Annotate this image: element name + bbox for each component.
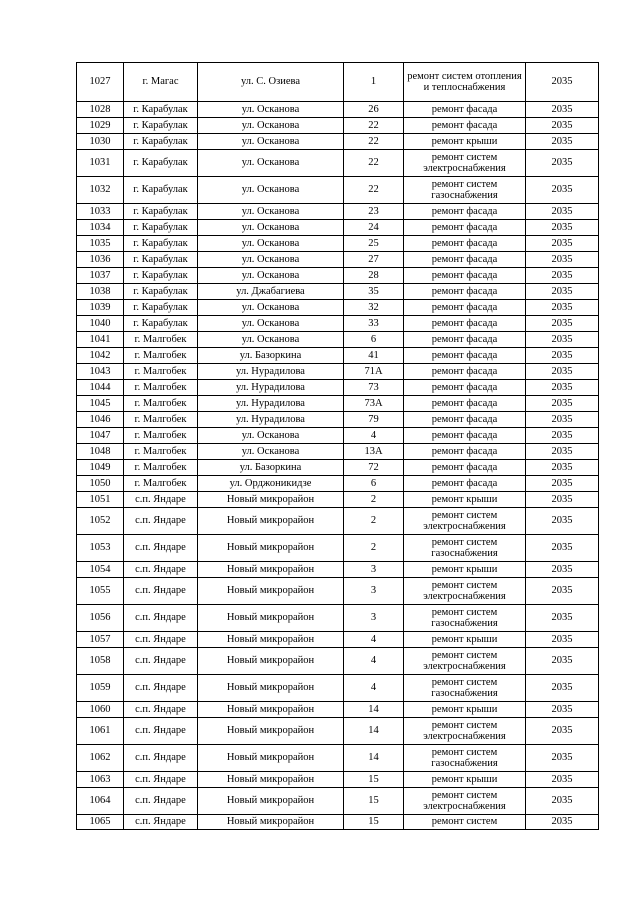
- table-body: [77, 63, 599, 830]
- row-number-cell: 1034: [77, 220, 124, 236]
- street-cell: ул. Базоркина: [198, 460, 344, 476]
- work-type-cell: ремонт фасада: [404, 300, 526, 316]
- year-cell: 2035: [526, 632, 599, 648]
- work-type-cell: ремонт систем отопления и теплоснабжения: [404, 63, 526, 102]
- settlement-cell: г. Карабулак: [124, 220, 198, 236]
- settlement-cell: г. Малгобек: [124, 428, 198, 444]
- year-cell: 2035: [526, 718, 599, 745]
- street-cell: Новый микрорайон: [198, 632, 344, 648]
- house-number-cell: 22: [344, 134, 404, 150]
- year-cell: 2035: [526, 492, 599, 508]
- table-row: [77, 648, 599, 675]
- street-cell: ул. Базоркина: [198, 348, 344, 364]
- table-row: [77, 204, 599, 220]
- street-cell: ул. Осканова: [198, 134, 344, 150]
- year-cell: 2035: [526, 476, 599, 492]
- house-number-cell: 73А: [344, 396, 404, 412]
- house-number-cell: 14: [344, 718, 404, 745]
- work-type-cell: ремонт фасада: [404, 220, 526, 236]
- work-type-cell: ремонт фасада: [404, 460, 526, 476]
- house-number-cell: 32: [344, 300, 404, 316]
- settlement-cell: с.п. Яндаре: [124, 508, 198, 535]
- table-row: [77, 605, 599, 632]
- settlement-cell: г. Карабулак: [124, 204, 198, 220]
- house-number-cell: 73: [344, 380, 404, 396]
- settlement-cell: г. Малгобек: [124, 444, 198, 460]
- settlement-cell: с.п. Яндаре: [124, 788, 198, 815]
- table-row: [77, 444, 599, 460]
- year-cell: 2035: [526, 508, 599, 535]
- year-cell: 2035: [526, 815, 599, 830]
- table-row: [77, 675, 599, 702]
- table-row: [77, 102, 599, 118]
- row-number-cell: 1048: [77, 444, 124, 460]
- settlement-cell: г. Карабулак: [124, 177, 198, 204]
- table-row: [77, 632, 599, 648]
- year-cell: 2035: [526, 204, 599, 220]
- table-row: [77, 492, 599, 508]
- street-cell: ул. Осканова: [198, 268, 344, 284]
- work-type-cell: ремонт фасада: [404, 412, 526, 428]
- table-row: [77, 578, 599, 605]
- street-cell: Новый микрорайон: [198, 605, 344, 632]
- street-cell: ул. Осканова: [198, 316, 344, 332]
- settlement-cell: с.п. Яндаре: [124, 535, 198, 562]
- settlement-cell: г. Карабулак: [124, 150, 198, 177]
- row-number-cell: 1032: [77, 177, 124, 204]
- table-row: [77, 300, 599, 316]
- settlement-cell: г. Малгобек: [124, 396, 198, 412]
- work-type-cell: ремонт систем: [404, 815, 526, 830]
- row-number-cell: 1053: [77, 535, 124, 562]
- row-number-cell: 1047: [77, 428, 124, 444]
- table-row: [77, 252, 599, 268]
- settlement-cell: г. Карабулак: [124, 134, 198, 150]
- year-cell: 2035: [526, 460, 599, 476]
- house-number-cell: 3: [344, 578, 404, 605]
- year-cell: 2035: [526, 348, 599, 364]
- table-row: [77, 745, 599, 772]
- year-cell: 2035: [526, 220, 599, 236]
- year-cell: 2035: [526, 605, 599, 632]
- table-row: [77, 150, 599, 177]
- settlement-cell: г. Магас: [124, 63, 198, 102]
- settlement-cell: г. Малгобек: [124, 348, 198, 364]
- table-row: [77, 348, 599, 364]
- year-cell: 2035: [526, 150, 599, 177]
- work-type-cell: ремонт крыши: [404, 632, 526, 648]
- year-cell: 2035: [526, 134, 599, 150]
- work-type-cell: ремонт фасада: [404, 284, 526, 300]
- street-cell: ул. Осканова: [198, 102, 344, 118]
- settlement-cell: г. Карабулак: [124, 268, 198, 284]
- row-number-cell: 1061: [77, 718, 124, 745]
- year-cell: 2035: [526, 380, 599, 396]
- row-number-cell: 1029: [77, 118, 124, 134]
- settlement-cell: г. Малгобек: [124, 380, 198, 396]
- house-number-cell: 13А: [344, 444, 404, 460]
- street-cell: ул. Осканова: [198, 150, 344, 177]
- repair-schedule-table: [76, 62, 599, 830]
- table-row: [77, 428, 599, 444]
- settlement-cell: г. Карабулак: [124, 284, 198, 300]
- work-type-cell: ремонт фасада: [404, 396, 526, 412]
- street-cell: Новый микрорайон: [198, 788, 344, 815]
- row-number-cell: 1041: [77, 332, 124, 348]
- table-row: [77, 460, 599, 476]
- street-cell: Новый микрорайон: [198, 648, 344, 675]
- row-number-cell: 1063: [77, 772, 124, 788]
- house-number-cell: 35: [344, 284, 404, 300]
- house-number-cell: 6: [344, 476, 404, 492]
- street-cell: ул. Осканова: [198, 204, 344, 220]
- table-row: [77, 702, 599, 718]
- year-cell: 2035: [526, 702, 599, 718]
- house-number-cell: 22: [344, 177, 404, 204]
- year-cell: 2035: [526, 364, 599, 380]
- work-type-cell: ремонт систем электроснабжения: [404, 150, 526, 177]
- year-cell: 2035: [526, 745, 599, 772]
- settlement-cell: г. Малгобек: [124, 332, 198, 348]
- table-row: [77, 815, 599, 830]
- year-cell: 2035: [526, 675, 599, 702]
- table-row: [77, 236, 599, 252]
- table-row: [77, 380, 599, 396]
- table-row: [77, 268, 599, 284]
- house-number-cell: 26: [344, 102, 404, 118]
- work-type-cell: ремонт крыши: [404, 134, 526, 150]
- work-type-cell: ремонт фасада: [404, 236, 526, 252]
- table-row: [77, 364, 599, 380]
- year-cell: 2035: [526, 562, 599, 578]
- house-number-cell: 28: [344, 268, 404, 284]
- street-cell: ул. Джабагиева: [198, 284, 344, 300]
- row-number-cell: 1064: [77, 788, 124, 815]
- row-number-cell: 1060: [77, 702, 124, 718]
- work-type-cell: ремонт крыши: [404, 562, 526, 578]
- year-cell: 2035: [526, 396, 599, 412]
- work-type-cell: ремонт фасада: [404, 348, 526, 364]
- street-cell: ул. Осканова: [198, 177, 344, 204]
- work-type-cell: ремонт фасада: [404, 364, 526, 380]
- house-number-cell: 72: [344, 460, 404, 476]
- table-row: [77, 788, 599, 815]
- work-type-cell: ремонт систем электроснабжения: [404, 718, 526, 745]
- settlement-cell: г. Карабулак: [124, 316, 198, 332]
- house-number-cell: 15: [344, 788, 404, 815]
- house-number-cell: 2: [344, 508, 404, 535]
- year-cell: 2035: [526, 788, 599, 815]
- row-number-cell: 1039: [77, 300, 124, 316]
- settlement-cell: г. Карабулак: [124, 102, 198, 118]
- row-number-cell: 1040: [77, 316, 124, 332]
- row-number-cell: 1059: [77, 675, 124, 702]
- street-cell: Новый микрорайон: [198, 815, 344, 830]
- year-cell: 2035: [526, 412, 599, 428]
- table-row: [77, 396, 599, 412]
- table-row: [77, 508, 599, 535]
- work-type-cell: ремонт фасада: [404, 252, 526, 268]
- street-cell: ул. Осканова: [198, 236, 344, 252]
- work-type-cell: ремонт фасада: [404, 268, 526, 284]
- row-number-cell: 1046: [77, 412, 124, 428]
- work-type-cell: ремонт крыши: [404, 772, 526, 788]
- settlement-cell: г. Малгобек: [124, 412, 198, 428]
- settlement-cell: с.п. Яндаре: [124, 648, 198, 675]
- house-number-cell: 22: [344, 118, 404, 134]
- row-number-cell: 1030: [77, 134, 124, 150]
- street-cell: Новый микрорайон: [198, 562, 344, 578]
- house-number-cell: 1: [344, 63, 404, 102]
- street-cell: Новый микрорайон: [198, 772, 344, 788]
- house-number-cell: 33: [344, 316, 404, 332]
- street-cell: ул. Осканова: [198, 220, 344, 236]
- work-type-cell: ремонт фасада: [404, 118, 526, 134]
- table-row: [77, 476, 599, 492]
- table-row: [77, 134, 599, 150]
- work-type-cell: ремонт систем газоснабжения: [404, 745, 526, 772]
- settlement-cell: г. Малгобек: [124, 364, 198, 380]
- house-number-cell: 4: [344, 675, 404, 702]
- table-row: [77, 562, 599, 578]
- year-cell: 2035: [526, 300, 599, 316]
- year-cell: 2035: [526, 444, 599, 460]
- year-cell: 2035: [526, 118, 599, 134]
- street-cell: ул. Осканова: [198, 300, 344, 316]
- work-type-cell: ремонт фасада: [404, 332, 526, 348]
- row-number-cell: 1057: [77, 632, 124, 648]
- street-cell: ул. Осканова: [198, 332, 344, 348]
- table-row: [77, 118, 599, 134]
- row-number-cell: 1043: [77, 364, 124, 380]
- year-cell: 2035: [526, 252, 599, 268]
- work-type-cell: ремонт систем электроснабжения: [404, 648, 526, 675]
- settlement-cell: г. Карабулак: [124, 252, 198, 268]
- table-row: [77, 316, 599, 332]
- street-cell: Новый микрорайон: [198, 675, 344, 702]
- work-type-cell: ремонт крыши: [404, 492, 526, 508]
- house-number-cell: 71А: [344, 364, 404, 380]
- settlement-cell: с.п. Яндаре: [124, 702, 198, 718]
- settlement-cell: с.п. Яндаре: [124, 578, 198, 605]
- year-cell: 2035: [526, 102, 599, 118]
- street-cell: ул. Орджоникидзе: [198, 476, 344, 492]
- settlement-cell: г. Малгобек: [124, 476, 198, 492]
- table-row: [77, 535, 599, 562]
- work-type-cell: ремонт крыши: [404, 702, 526, 718]
- house-number-cell: 3: [344, 605, 404, 632]
- house-number-cell: 24: [344, 220, 404, 236]
- street-cell: ул. Осканова: [198, 428, 344, 444]
- row-number-cell: 1056: [77, 605, 124, 632]
- row-number-cell: 1065: [77, 815, 124, 830]
- house-number-cell: 15: [344, 772, 404, 788]
- row-number-cell: 1038: [77, 284, 124, 300]
- settlement-cell: с.п. Яндаре: [124, 718, 198, 745]
- table-row: [77, 177, 599, 204]
- row-number-cell: 1033: [77, 204, 124, 220]
- house-number-cell: 41: [344, 348, 404, 364]
- year-cell: 2035: [526, 177, 599, 204]
- row-number-cell: 1050: [77, 476, 124, 492]
- street-cell: Новый микрорайон: [198, 535, 344, 562]
- street-cell: ул. Нурадилова: [198, 380, 344, 396]
- street-cell: ул. Осканова: [198, 444, 344, 460]
- year-cell: 2035: [526, 284, 599, 300]
- document-page: [76, 62, 599, 830]
- year-cell: 2035: [526, 648, 599, 675]
- settlement-cell: с.п. Яндаре: [124, 562, 198, 578]
- house-number-cell: 2: [344, 492, 404, 508]
- work-type-cell: ремонт фасада: [404, 476, 526, 492]
- settlement-cell: с.п. Яндаре: [124, 492, 198, 508]
- row-number-cell: 1036: [77, 252, 124, 268]
- house-number-cell: 14: [344, 745, 404, 772]
- table-row: [77, 63, 599, 102]
- work-type-cell: ремонт фасада: [404, 428, 526, 444]
- row-number-cell: 1051: [77, 492, 124, 508]
- street-cell: Новый микрорайон: [198, 702, 344, 718]
- row-number-cell: 1042: [77, 348, 124, 364]
- settlement-cell: с.п. Яндаре: [124, 605, 198, 632]
- house-number-cell: 22: [344, 150, 404, 177]
- row-number-cell: 1049: [77, 460, 124, 476]
- year-cell: 2035: [526, 236, 599, 252]
- work-type-cell: ремонт фасада: [404, 444, 526, 460]
- work-type-cell: ремонт систем электроснабжения: [404, 508, 526, 535]
- table-row: [77, 220, 599, 236]
- table-row: [77, 332, 599, 348]
- house-number-cell: 3: [344, 562, 404, 578]
- house-number-cell: 25: [344, 236, 404, 252]
- settlement-cell: с.п. Яндаре: [124, 745, 198, 772]
- house-number-cell: 4: [344, 428, 404, 444]
- house-number-cell: 15: [344, 815, 404, 830]
- work-type-cell: ремонт систем газоснабжения: [404, 535, 526, 562]
- street-cell: ул. Осканова: [198, 252, 344, 268]
- year-cell: 2035: [526, 316, 599, 332]
- row-number-cell: 1058: [77, 648, 124, 675]
- table-row: [77, 284, 599, 300]
- street-cell: ул. Нурадилова: [198, 396, 344, 412]
- settlement-cell: с.п. Яндаре: [124, 632, 198, 648]
- table-row: [77, 772, 599, 788]
- street-cell: Новый микрорайон: [198, 508, 344, 535]
- row-number-cell: 1045: [77, 396, 124, 412]
- work-type-cell: ремонт фасада: [404, 316, 526, 332]
- work-type-cell: ремонт систем электроснабжения: [404, 788, 526, 815]
- row-number-cell: 1028: [77, 102, 124, 118]
- street-cell: ул. Нурадилова: [198, 412, 344, 428]
- house-number-cell: 27: [344, 252, 404, 268]
- year-cell: 2035: [526, 578, 599, 605]
- settlement-cell: с.п. Яндаре: [124, 772, 198, 788]
- row-number-cell: 1037: [77, 268, 124, 284]
- street-cell: Новый микрорайон: [198, 718, 344, 745]
- row-number-cell: 1052: [77, 508, 124, 535]
- row-number-cell: 1035: [77, 236, 124, 252]
- work-type-cell: ремонт фасада: [404, 380, 526, 396]
- row-number-cell: 1031: [77, 150, 124, 177]
- settlement-cell: с.п. Яндаре: [124, 815, 198, 830]
- row-number-cell: 1054: [77, 562, 124, 578]
- settlement-cell: с.п. Яндаре: [124, 675, 198, 702]
- table-row: [77, 412, 599, 428]
- house-number-cell: 14: [344, 702, 404, 718]
- year-cell: 2035: [526, 535, 599, 562]
- work-type-cell: ремонт фасада: [404, 204, 526, 220]
- street-cell: Новый микрорайон: [198, 578, 344, 605]
- street-cell: ул. С. Озиева: [198, 63, 344, 102]
- street-cell: ул. Осканова: [198, 118, 344, 134]
- row-number-cell: 1027: [77, 63, 124, 102]
- settlement-cell: г. Малгобек: [124, 460, 198, 476]
- settlement-cell: г. Карабулак: [124, 118, 198, 134]
- work-type-cell: ремонт фасада: [404, 102, 526, 118]
- house-number-cell: 79: [344, 412, 404, 428]
- house-number-cell: 6: [344, 332, 404, 348]
- year-cell: 2035: [526, 332, 599, 348]
- row-number-cell: 1044: [77, 380, 124, 396]
- street-cell: ул. Нурадилова: [198, 364, 344, 380]
- work-type-cell: ремонт систем газоснабжения: [404, 675, 526, 702]
- table-row: [77, 718, 599, 745]
- settlement-cell: г. Карабулак: [124, 300, 198, 316]
- work-type-cell: ремонт систем газоснабжения: [404, 605, 526, 632]
- year-cell: 2035: [526, 63, 599, 102]
- street-cell: Новый микрорайон: [198, 492, 344, 508]
- row-number-cell: 1062: [77, 745, 124, 772]
- year-cell: 2035: [526, 268, 599, 284]
- house-number-cell: 23: [344, 204, 404, 220]
- house-number-cell: 2: [344, 535, 404, 562]
- house-number-cell: 4: [344, 648, 404, 675]
- work-type-cell: ремонт систем электроснабжения: [404, 578, 526, 605]
- settlement-cell: г. Карабулак: [124, 236, 198, 252]
- house-number-cell: 4: [344, 632, 404, 648]
- work-type-cell: ремонт систем газоснабжения: [404, 177, 526, 204]
- street-cell: Новый микрорайон: [198, 745, 344, 772]
- row-number-cell: 1055: [77, 578, 124, 605]
- year-cell: 2035: [526, 428, 599, 444]
- year-cell: 2035: [526, 772, 599, 788]
